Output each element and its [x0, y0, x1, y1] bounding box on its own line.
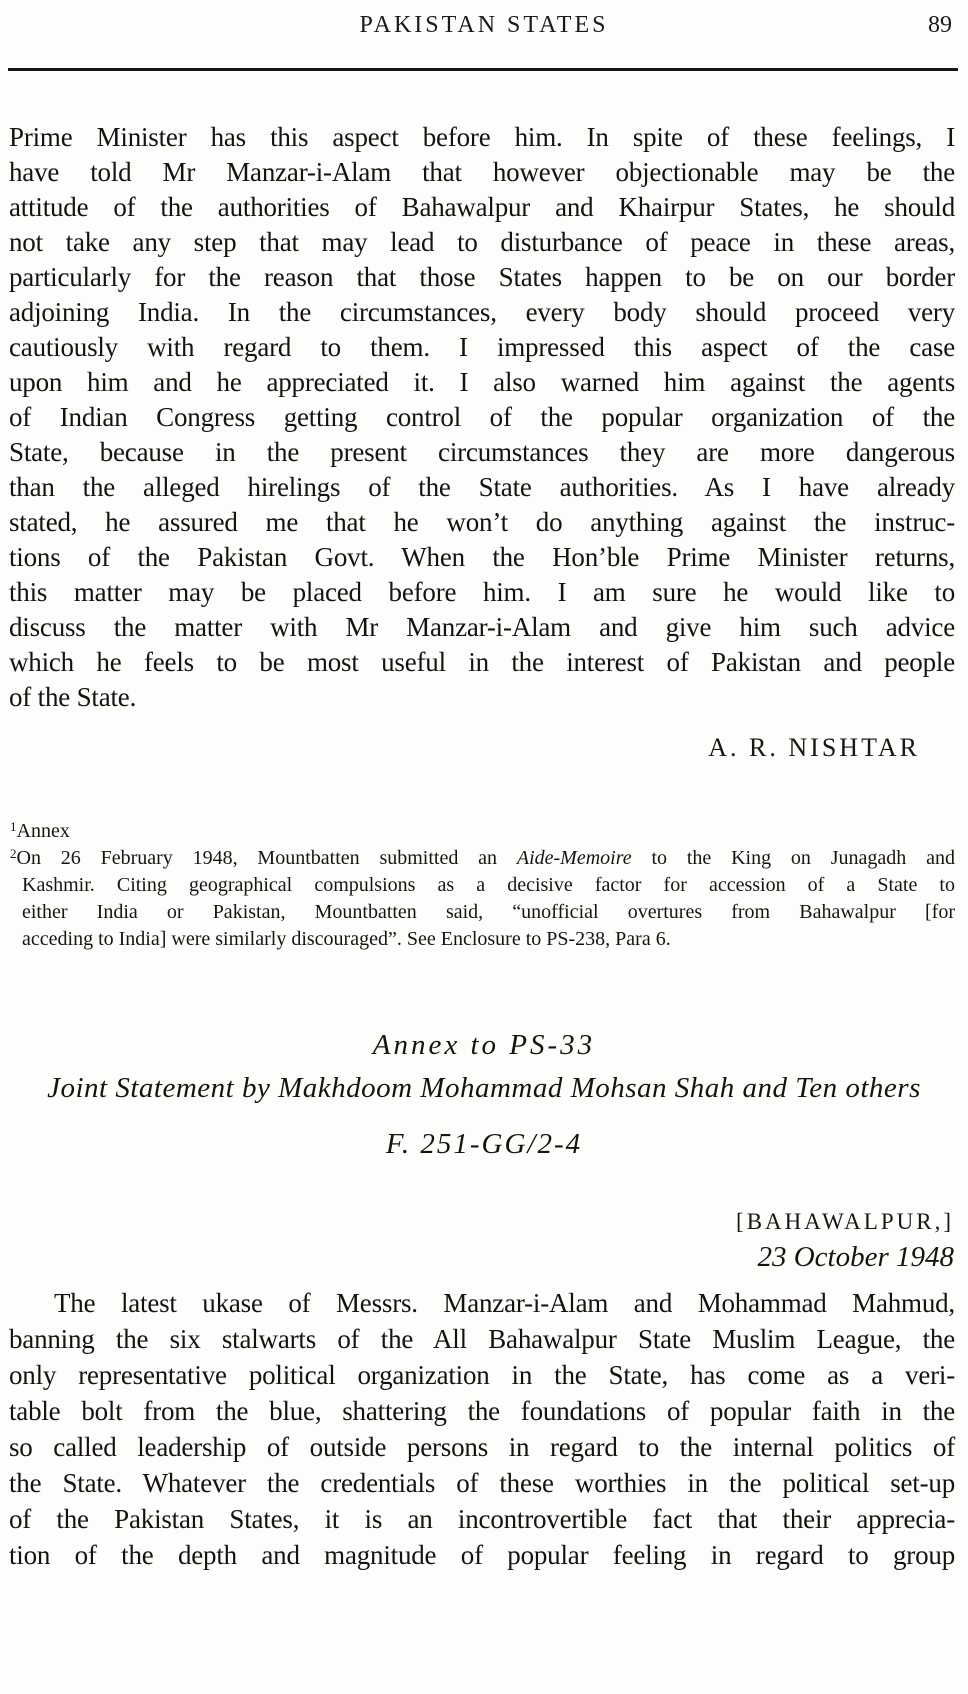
text-line: discuss the matter with Mr Manzar-i-Alam and give him such advice	[9, 612, 955, 642]
text-line: The latest ukase of Messrs. Manzar-i-Alam and Mohammad Mahmud,	[54, 1288, 955, 1318]
date-line: 23 October 1948	[757, 1241, 954, 1273]
footnote-marker: 2	[10, 846, 17, 861]
annex-subtitle: Joint Statement by Makhdoom Mohammad Mohsan Shah and Ten others	[47, 1072, 921, 1104]
footnote-line	[10, 845, 955, 872]
text-line: table bolt from the blue, shattering the foundations of popular faith in the	[9, 1396, 955, 1426]
signature: A. R. NISHTAR	[708, 733, 920, 762]
text-line: cautiously with regard to them. I impressed this aspect of the case	[9, 332, 955, 362]
text-line: State, because in the present circumstances they are more dangerous	[9, 437, 955, 467]
page-header-title: PAKISTAN STATES	[359, 12, 609, 38]
text-line: banning the six stalwarts of the All Bahawalpur State Muslim League, the	[9, 1324, 955, 1354]
text-line: tions of the Pakistan Govt. When the Hon’ble Prime Minister returns,	[9, 542, 955, 572]
page-number: 89	[928, 12, 952, 38]
text-line: so called leadership of outside persons in regard to the internal politics of	[9, 1432, 955, 1462]
annex-title: Annex to PS-33	[372, 1029, 596, 1061]
footnote-text: acceding to India] were similarly discouraged”. See Enclosure to PS-238, Para 6.	[22, 928, 671, 950]
footnote-text: to the King on Junagadh and	[631, 847, 955, 869]
footnote-text: Annex	[16, 820, 70, 842]
footnote-marker: 1	[10, 819, 17, 834]
text-line: upon him and he appreciated it. I also warned him against the agents	[9, 367, 955, 397]
footnote-text: Kashmir. Citing geographical compulsions as a decisive factor for accession of a State to	[22, 874, 955, 896]
text-line: only representative political organization in the State, has come as a veri-	[9, 1360, 955, 1390]
statement-paragraph	[9, 1285, 955, 1573]
footnote-text: On 26 February 1948, Mountbatten submitted an	[16, 847, 517, 869]
italic-text: Aide-Memoire	[516, 847, 632, 869]
letter-body-paragraph	[9, 120, 955, 715]
divider-rule	[8, 68, 958, 71]
text-line: of the State.	[9, 682, 137, 712]
footnote-text: either India or Pakistan, Mountbatten said, “unofficial overtures from Bahawalpur [for	[22, 901, 955, 923]
text-line: the State. Whatever the credentials of these worthies in the political set-up	[9, 1468, 955, 1498]
footnote-line	[10, 818, 955, 845]
text-line: this matter may be placed before him. I am sure he would like to	[9, 577, 955, 607]
text-line: tion of the depth and magnitude of popular feeling in regard to group	[9, 1540, 955, 1570]
running-head	[0, 0, 968, 41]
place-line: [BAHAWALPUR,]	[736, 1209, 954, 1234]
text-line: attitude of the authorities of Bahawalpur and Khairpur States, he should	[9, 192, 955, 222]
text-line: have told Mr Manzar-i-Alam that however objectionable may be the	[9, 157, 955, 187]
text-line: of Indian Congress getting control of the popular organization of the	[9, 402, 955, 432]
text-line: not take any step that may lead to disturbance of peace in these areas,	[9, 227, 955, 257]
footnote-line	[10, 872, 955, 899]
text-line: particularly for the reason that those States happen to be on our border	[9, 262, 955, 292]
footnotes-section	[10, 818, 955, 953]
file-reference: F. 251-GG/2-4	[385, 1128, 583, 1160]
text-line: than the alleged hirelings of the State authorities. As I have already	[9, 472, 955, 502]
footnote-line	[10, 926, 955, 953]
text-line: adjoining India. In the circumstances, every body should proceed very	[9, 297, 955, 327]
text-line: Prime Minister has this aspect before him. In spite of these feelings, I	[9, 122, 955, 152]
text-line: stated, he assured me that he won’t do anything against the instruc-	[9, 507, 955, 537]
text-line: of the Pakistan States, it is an incontrovertible fact that their apprecia-	[9, 1504, 955, 1534]
footnote-line	[10, 899, 955, 926]
text-line: which he feels to be most useful in the interest of Pakistan and people	[9, 647, 955, 677]
